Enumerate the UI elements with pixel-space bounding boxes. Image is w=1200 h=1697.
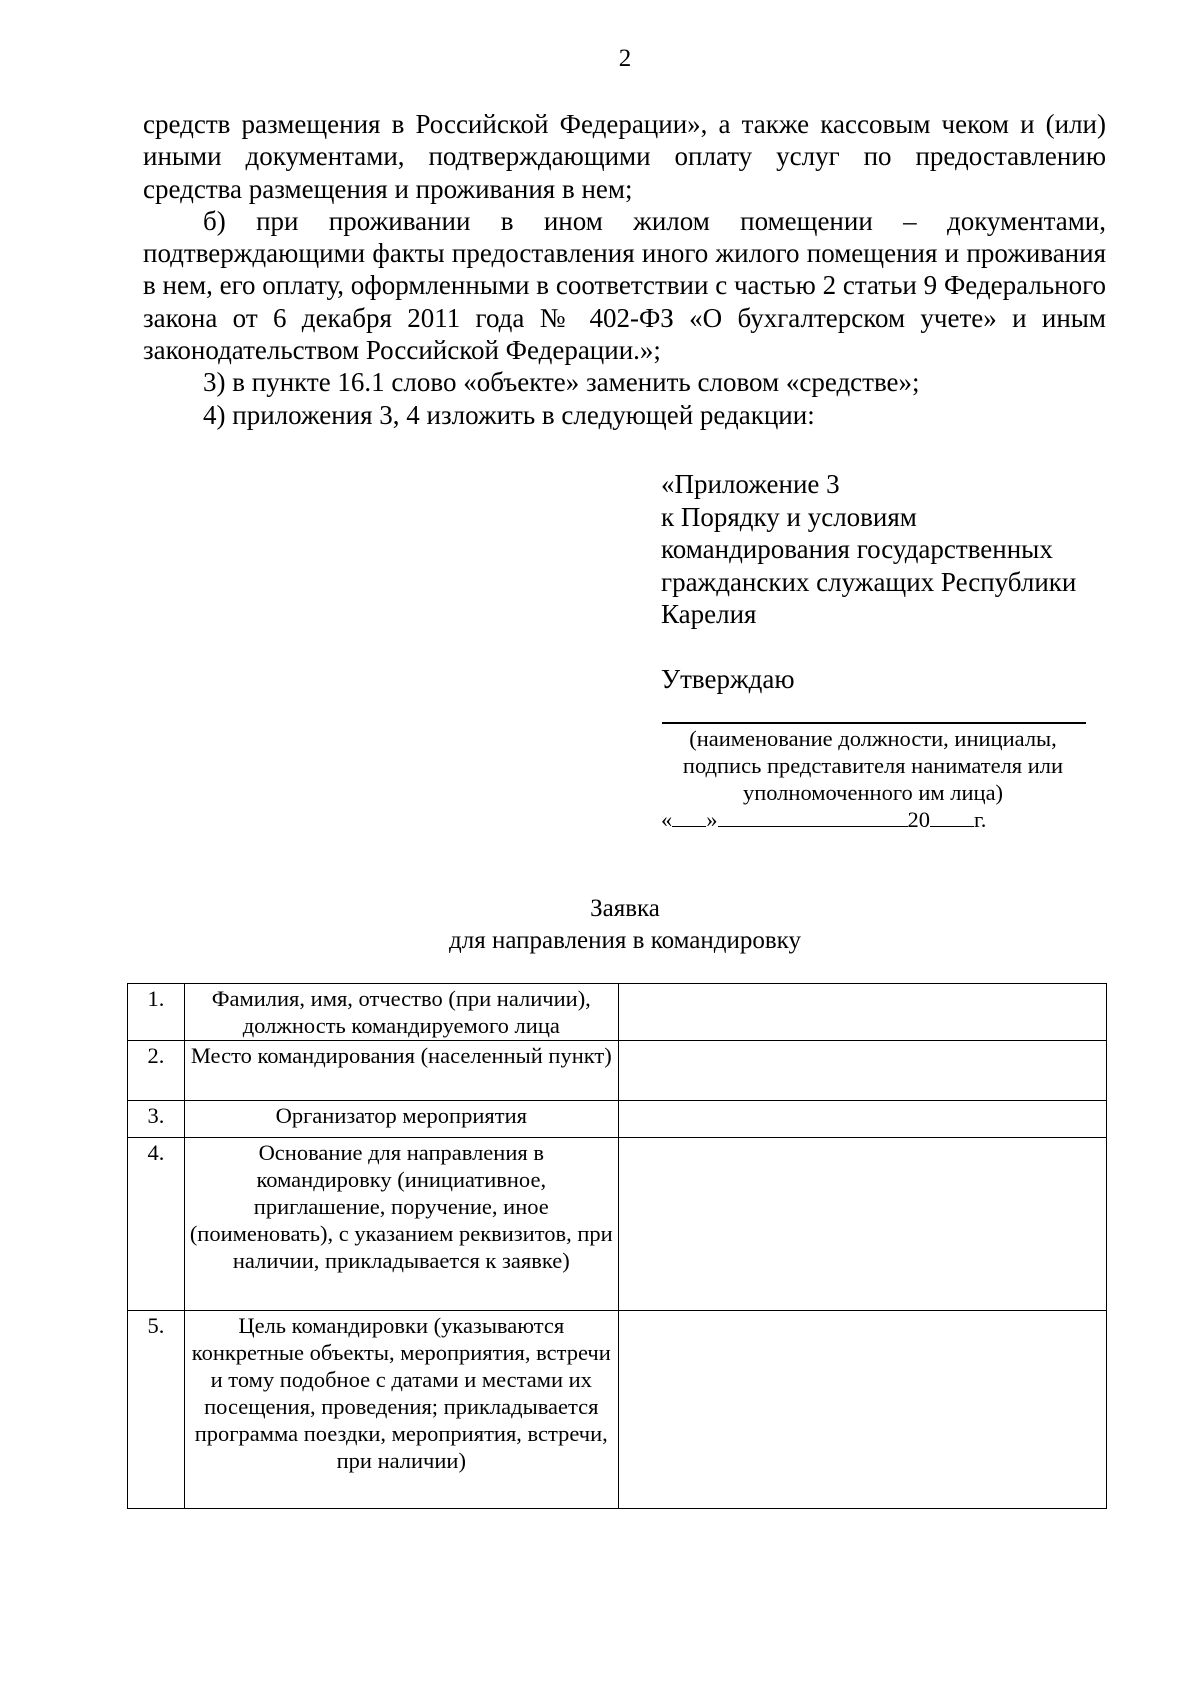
approval-note-line: уполномоченного им лица) [742, 780, 1004, 805]
row-value [618, 1311, 1106, 1509]
row-value [618, 1138, 1106, 1311]
row-number: 4. [128, 1138, 185, 1311]
table-row [128, 1041, 1107, 1101]
appendix-line: «Приложение 3 [661, 469, 840, 499]
document-subtitle-line: для направления в командировку [449, 927, 801, 954]
appendix-line: Карелия [661, 599, 757, 629]
paragraph-2: б) при проживании в ином жилом помещении – документами, подтверждающими факты предоставления иного жилого помещения и проживания в нем, его оплату, оформленными в соответствии с частью 2 статьи 9 Федерального закона от 6 декабря 2011 года № 402-ФЗ «О бухгалтерском учете» и иным законодательством Российской Федерации.»; [143, 205, 1106, 366]
document-title-line: Заявка [590, 895, 660, 922]
row-label: Цель командировки (указываются конкретные объекты, мероприятия, встречи и тому подобное с датами и местами их посещения, проведения; прикладывается программа поездки, мероприятия, встречи, при наличии) [184, 1311, 618, 1509]
table-row [128, 984, 1107, 1041]
row-number: 1. [128, 984, 185, 1041]
appendix-line: гражданских служащих Республики [661, 566, 1077, 597]
approval-note-line: (наименование должности, инициалы, [689, 726, 1057, 751]
row-value [618, 984, 1106, 1041]
month-blank [718, 806, 908, 827]
row-label: Организатор мероприятия [184, 1101, 618, 1138]
document-title [0, 893, 1200, 957]
row-label: Место командирования (населенный пункт) [184, 1041, 618, 1101]
row-value [618, 1041, 1106, 1101]
body-text [143, 108, 1106, 431]
paragraph-1: средств размещения в Российской Федерации», а также кассовым чеком и (или) иными документами, подтверждающими оплату услуг по предоставлению средства размещения и проживания в нем; [143, 109, 1106, 204]
approval-note-line: подпись представителя нанимателя или [682, 753, 1064, 778]
appendix-line: к Порядку и условиям [661, 501, 917, 532]
row-label: Основание для направления в командировку (инициативное, приглашение, поручение, иное (поименовать), с указанием реквизитов, при наличии, прикладывается к заявке) [184, 1138, 618, 1311]
day-blank [672, 806, 706, 827]
request-table [127, 983, 1107, 1509]
appendix-line: командирования государственных [661, 534, 1053, 564]
row-number: 2. [128, 1041, 185, 1101]
paragraph-3: 3) в пункте 16.1 слово «объекте» заменить словом «средстве»; [203, 367, 920, 398]
table-row [128, 1311, 1107, 1509]
approval-date [661, 806, 986, 833]
approval-note [648, 725, 1098, 806]
paragraph-4: 4) приложения 3, 4 изложить в следующей редакции: [203, 399, 815, 430]
date-suffix: г. [974, 807, 987, 832]
table-row [128, 1138, 1107, 1311]
row-number: 3. [128, 1101, 185, 1138]
approval-title: Утверждаю [661, 664, 795, 694]
row-value [618, 1101, 1106, 1138]
row-number: 5. [128, 1311, 185, 1509]
approval-signature-line [662, 722, 1086, 724]
year-blank [930, 806, 974, 827]
page-number: 2 [618, 45, 632, 72]
date-close-quote: » [706, 807, 718, 832]
appendix-header [661, 468, 1111, 631]
row-label: Фамилия, имя, отчество (при наличии), должность командируемого лица [184, 984, 618, 1041]
table-row [128, 1101, 1107, 1138]
date-open-quote: « [661, 807, 673, 832]
date-century: 20 [907, 807, 930, 832]
